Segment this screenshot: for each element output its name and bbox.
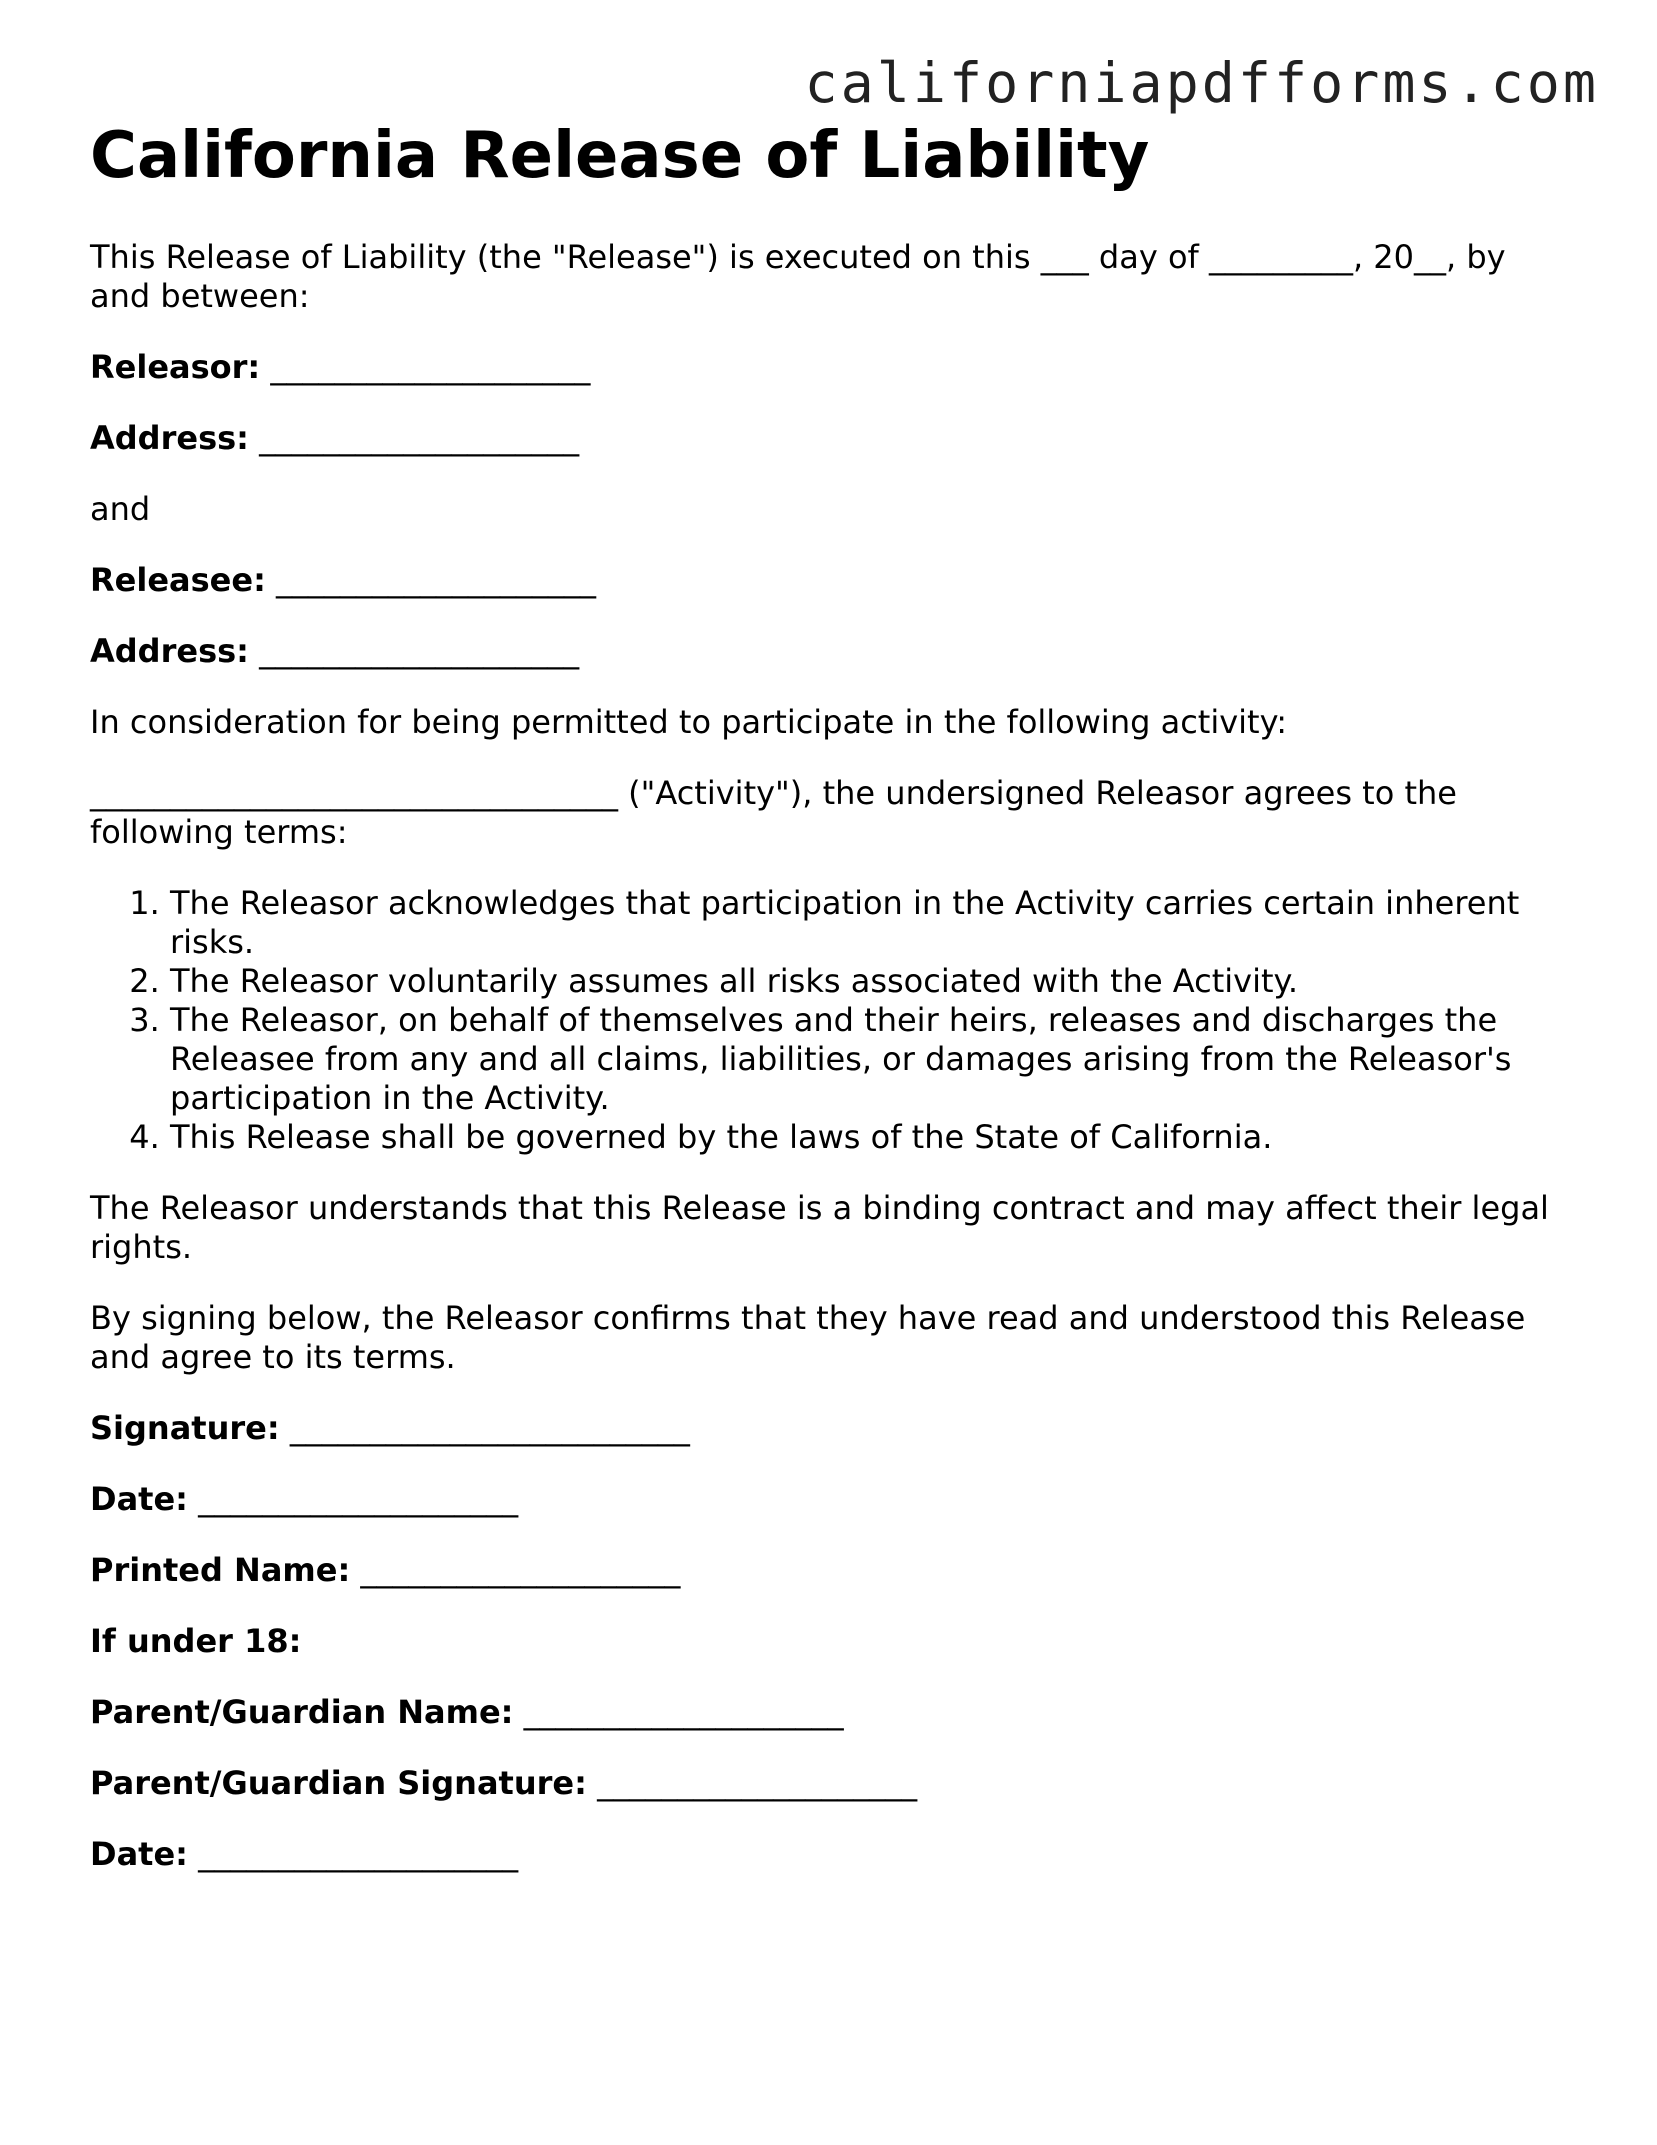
signature-label: Signature: [90, 1409, 280, 1447]
releasee-field [90, 561, 1570, 600]
term-item: 4. This Release shall be governed by the laws of the State of California. [170, 1118, 1570, 1157]
guardian-date-label: Date: [90, 1835, 188, 1873]
guardian-name-label: Parent/Guardian Name: [90, 1693, 514, 1731]
releasor-address-blank[interactable]: ____________________ [259, 419, 580, 457]
guardian-signature-label: Parent/Guardian Signature: [90, 1764, 587, 1802]
guardian-name-blank[interactable]: ____________________ [523, 1693, 844, 1731]
releasor-address-label: Address: [90, 419, 249, 457]
date-label: Date: [90, 1480, 188, 1518]
guardian-signature-field [90, 1764, 1570, 1803]
term-item: 1. The Releasor acknowledges that participation in the Activity carries certain inherent risks. [170, 884, 1570, 962]
releasee-address-field [90, 632, 1570, 671]
releasor-blank[interactable]: ____________________ [270, 348, 591, 386]
document-title: California Release of Liability [90, 119, 1150, 193]
guardian-signature-blank[interactable]: ____________________ [597, 1764, 918, 1802]
activity-line: _________________________________ ("Activity"), the undersigned Releasor agrees to the following terms: [90, 774, 1457, 851]
releasee-address-blank[interactable]: ____________________ [259, 632, 580, 670]
guardian-date-field [90, 1835, 1570, 1874]
minor-heading: If under 18: [90, 1622, 302, 1660]
releasee-address-label: Address: [90, 632, 249, 670]
releasor-address-field [90, 419, 1570, 458]
printed-name-blank[interactable]: ____________________ [360, 1551, 681, 1589]
guardian-date-blank[interactable]: ____________________ [198, 1835, 519, 1873]
releasor-field [90, 348, 1570, 387]
document-body [90, 118, 1570, 1874]
binding-statement: The Releasor understands that this Release is a binding contract and may affect their legal rights. [90, 1189, 1549, 1266]
and-text: and [90, 490, 151, 528]
date-field [90, 1480, 1570, 1519]
term-item: 2. The Releasor voluntarily assumes all risks associated with the Activity. [170, 962, 1570, 1001]
signature-field [90, 1409, 1570, 1448]
releasee-blank[interactable]: ____________________ [276, 561, 597, 599]
guardian-name-field [90, 1693, 1570, 1732]
terms-list [90, 884, 1570, 1157]
confirmation-statement: By signing below, the Releasor confirms that they have read and understood this Release and agree to its terms. [90, 1299, 1526, 1376]
releasor-label: Releasor: [90, 348, 261, 386]
consideration-paragraph: In consideration for being permitted to participate in the following activity: [90, 703, 1287, 741]
signature-blank[interactable]: _________________________ [289, 1409, 690, 1447]
site-watermark: californiapdfforms.com [804, 51, 1599, 115]
date-blank[interactable]: ____________________ [198, 1480, 519, 1518]
releasee-label: Releasee: [90, 561, 266, 599]
printed-name-label: Printed Name: [90, 1551, 351, 1589]
printed-name-field [90, 1551, 1570, 1590]
term-item: 3. The Releasor, on behalf of themselves and their heirs, releases and discharges the Releasee from any and all claims, liabilities, or damages arising from the Releasor's participation in the Activity. [170, 1001, 1570, 1118]
intro-paragraph: This Release of Liability (the "Release") is executed on this ___ day of _________, 20__, by and between: [90, 238, 1506, 315]
